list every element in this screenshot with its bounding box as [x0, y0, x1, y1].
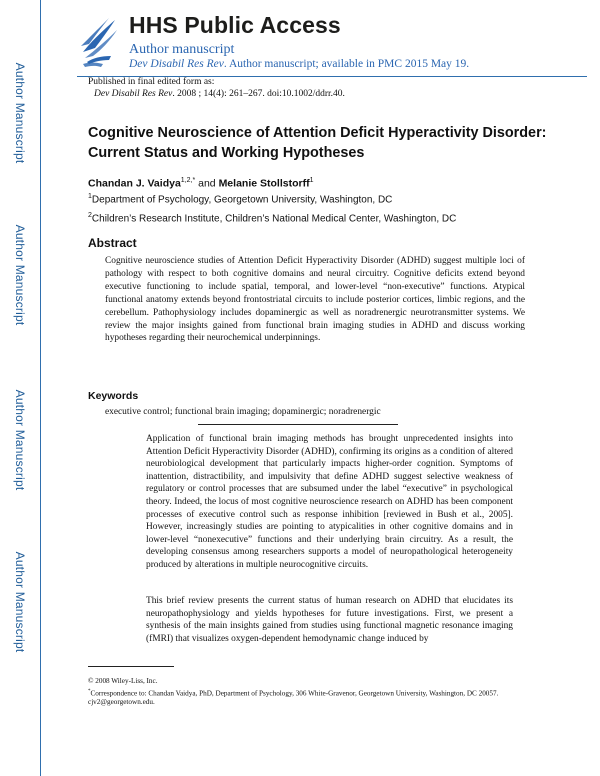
abstract-text: Cognitive neuroscience studies of Attention Deficit Hyperactivity Disorder (ADHD) suggest multiple loci of pathology with respect to both cognitive domains and neural circuitry. Cognitive deficits extend beyond executive functioning to include spatial, temporal, and lower-level “non-executive” functions. Atypical functional anatomy extends beyond frontostriatal circuits to include posterior cortices, limbic regions, and the cerebellum. Pathophysiology includes dopaminergic as well as noradrenergic neurotransmitter systems. We review the major insights gained from functional brain imaging studies in ADHD and discuss working hypotheses regarding their neurochemical underpinnings.: [105, 256, 525, 344]
author-name: Chandan J. Vaidya: [88, 177, 181, 190]
affiliation-text: Children’s Research Institute, Children’s National Medical Center, Washington, DC: [91, 213, 457, 225]
sidebar-divider: [40, 0, 41, 776]
affiliation: [88, 212, 456, 224]
article-title: Cognitive Neuroscience of Attention Deficit Hyperactivity Disorder: Current Status and Working Hypotheses: [88, 125, 547, 161]
published-citation: [88, 88, 345, 100]
author-affiliation-mark: 1: [309, 177, 314, 184]
author-manuscript-sidebar: [0, 0, 40, 776]
sidebar-label: Author Manuscript: [13, 389, 27, 491]
correspondence-note: [88, 687, 528, 708]
author-name: Melanie Stollstorff: [218, 177, 310, 190]
published-label: Published in final edited form as:: [88, 77, 215, 87]
sidebar-label: Author Manuscript: [13, 224, 27, 326]
author-affiliation-mark: 1,2,*: [180, 177, 196, 184]
body-paragraph: Application of functional brain imaging methods has brought unprecedented insights into Attention Deficit Hyperactivity Disorder (ADHD), confirming its origins as a condition of altered neurobiological development that particularly impacts higher-order cognition. Symptoms of inattention, distractibility, and impulsivity that define ADHD suggest selective weakness of regulatory or control processes that are subsumed under the label “executive” in psychological theory. Indeed, the locus of most cognitive neuroscience research on ADHD has been component processes of executive control such as response inhibition [reviewed in Bush et al., 2005]. However, increasingly studies are pointing to atypicalities in other cognitive domains and in lower-level “nonexecutive” functions and their underlying brain circuitry. As a result, the developing consensus among researchers supports a model of neuropathological heterogeneity produced by alterations in multiple neurocognitive circuits.: [146, 434, 513, 570]
footnote-divider: [88, 666, 174, 667]
correspondence-text: Correspondence to: Chandan Vaidya, PhD, Department of Psychology, 306 White-Gravenor, Georgetown University, Washington, DC 20057. cjv2@georgetown.edu.: [88, 688, 499, 707]
sidebar-label: Author Manuscript: [13, 62, 27, 164]
header-citation: [129, 58, 469, 70]
abstract-heading: Abstract: [88, 236, 137, 250]
published-in: [88, 76, 345, 100]
keywords-heading: Keywords: [88, 390, 139, 402]
published-journal: Dev Disabil Res Rev: [94, 89, 173, 99]
copyright-notice: © 2008 Wiley-Liss, Inc.: [88, 677, 158, 685]
hhs-header: [77, 12, 587, 76]
header-availability: . Author manuscript; available in PMC 2015 May 19.: [223, 58, 470, 70]
author-separator: and: [195, 177, 219, 190]
hhs-eagle-logo-icon: [77, 12, 121, 70]
correspondence-mark: *: [88, 688, 91, 694]
body-paragraph: This brief review presents the current status of human research on ADHD that elucidates its neuropathophysiology and yields hypotheses for future investigations. First, we present a synthesis of the main insights gained from studies using functional magnetic resonance imaging (fMRI) that visualizes oxygen-dependent hemodynamic change induced by: [146, 596, 513, 644]
affiliation-text: Department of Psychology, Georgetown University, Washington, DC: [91, 194, 393, 206]
sidebar-label: Author Manuscript: [13, 551, 27, 653]
affiliation-number: 1: [88, 193, 92, 200]
header-journal: Dev Disabil Res Rev: [129, 58, 224, 70]
header-subtitle: Author manuscript: [129, 42, 235, 57]
affiliation: [88, 193, 392, 205]
footnotes: [88, 677, 528, 708]
published-citation-text: . 2008 ; 14(4): 261–267. doi:10.1002/ddrr.40.: [172, 89, 345, 99]
author-line: [88, 177, 313, 190]
affiliation-number: 2: [88, 212, 92, 219]
header-title: HHS Public Access: [129, 12, 341, 38]
keywords-text: executive control; functional brain imaging; dopaminergic; noradrenergic: [105, 407, 381, 417]
section-divider: [198, 424, 398, 425]
